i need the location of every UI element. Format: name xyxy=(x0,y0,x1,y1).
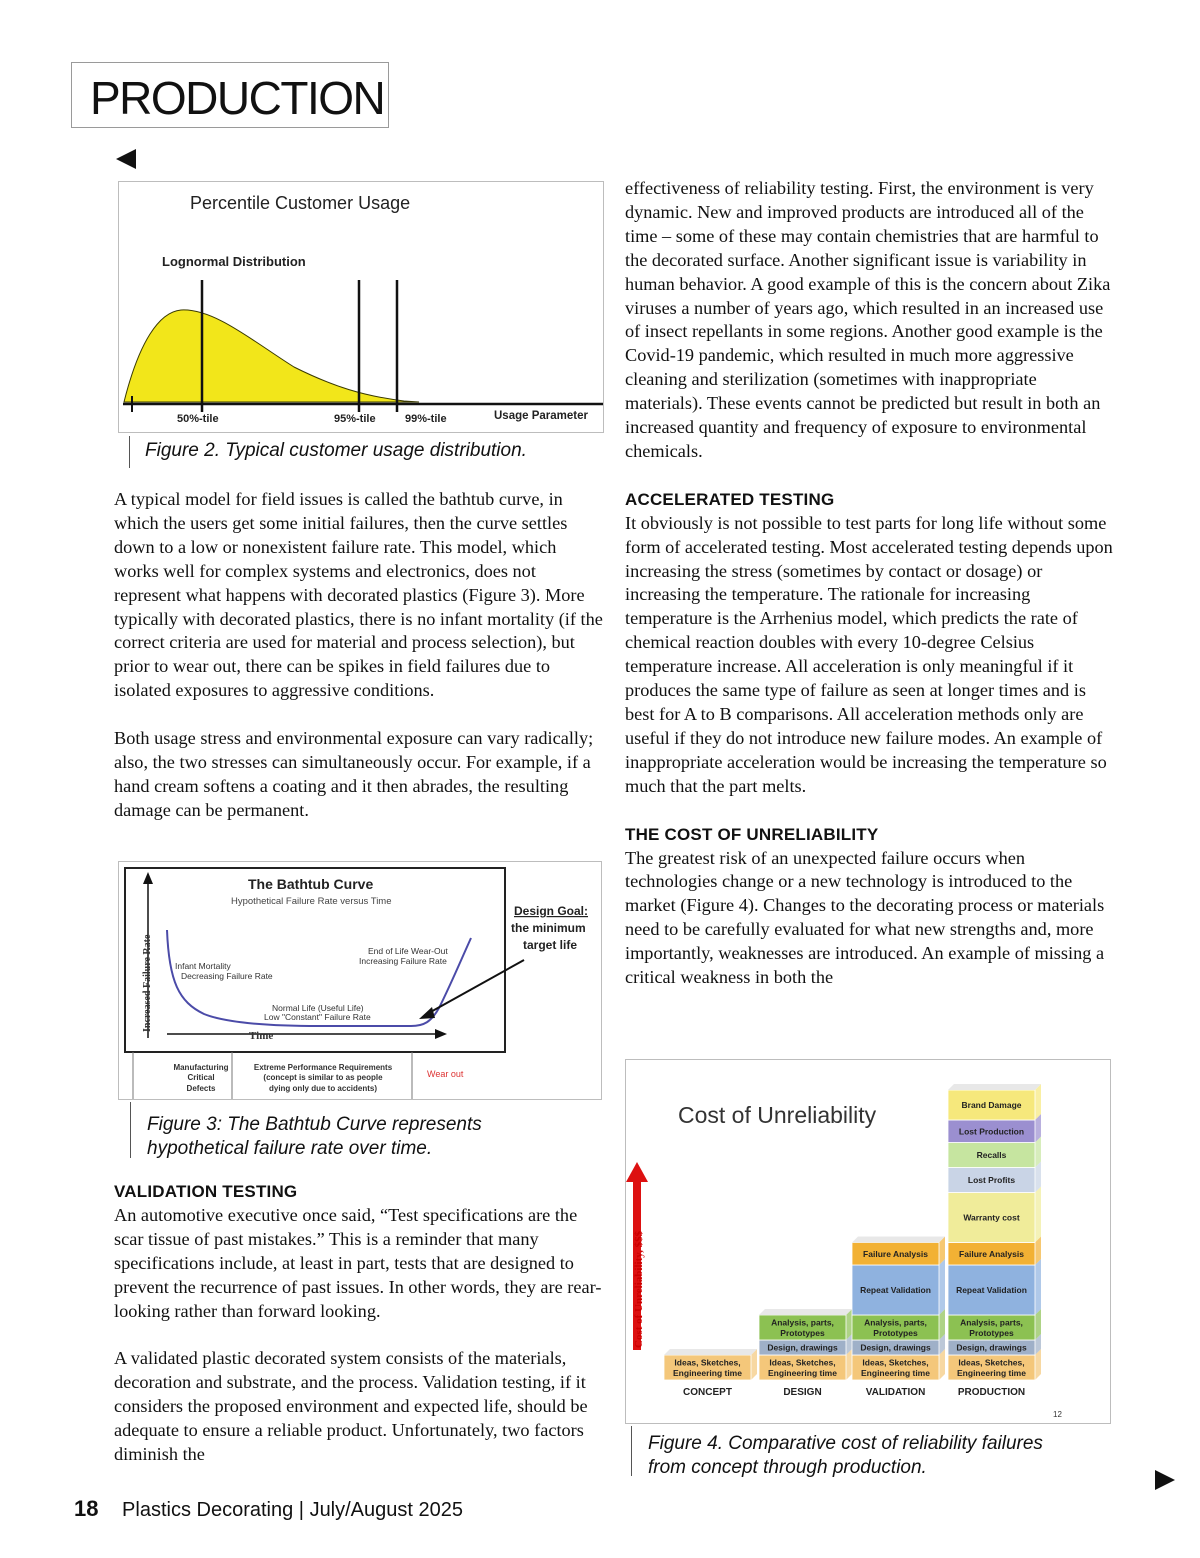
design-goal-label-1: Design Goal: xyxy=(514,904,589,918)
bar-segment-label: Prototypes xyxy=(780,1327,825,1338)
infant-label-2: Decreasing Failure Rate xyxy=(181,971,273,981)
next-page-arrow-icon[interactable] xyxy=(1153,1468,1177,1492)
figure4-page-number: 12 xyxy=(1053,1410,1062,1419)
bar-segment-side xyxy=(939,1259,945,1315)
page-number: 18 xyxy=(74,1496,99,1521)
figure2-chart xyxy=(119,182,603,432)
figure4-caption-line-1: Figure 4. Comparative cost of reliability failures xyxy=(648,1433,1043,1454)
tick-50: 50%-tile xyxy=(177,413,219,425)
category-label: CONCEPT xyxy=(683,1387,732,1398)
bar-segment-label: Ideas, Sketches, xyxy=(769,1357,836,1368)
bar-segment-side xyxy=(1035,1187,1041,1243)
design-goal-arrowhead-icon xyxy=(419,1007,435,1019)
figure4-ylabel: Cost of Unreliability, $$$ xyxy=(633,1230,645,1348)
figure3-y-arrow-icon xyxy=(143,872,153,884)
bar-segment-label: Recalls xyxy=(976,1150,1007,1160)
wearout-label-1: End of Life Wear-Out xyxy=(368,946,448,956)
issue-date: July/August 2025 xyxy=(309,1499,463,1521)
lognormal-curve xyxy=(124,310,419,402)
bar-segment-label: Failure Analysis xyxy=(959,1248,1024,1259)
figure3-chart xyxy=(119,862,601,1099)
bar-top-face xyxy=(759,1309,852,1315)
design-goal-label-3: target life xyxy=(523,938,578,952)
right-paragraph-2: It obviously is not possible to test parts for long life without some form of accelerated testing. Most accelerated testing depends upon increasing the stress (sometimes by contact or dosage) or increasing the temperature. The rationale for increasing temperature is the Arrhenius model, which predicts the rate of chemical reaction doubles with every 10-degree Celsius temperature increase. All acceleration is only meaningful if it produces the same type of failure as seen at longer times and is best for A to B comparisons. All acceleration methods only are useful if they do not introduce new failure modes. An example of inappropriate acceleration would be increasing the temperature so much that the part melts. xyxy=(625,512,1113,796)
left-paragraph-2: Both usage stress and environmental exposure can vary radically; also, the two stresses can simultaneously occur. For example, if a hand cream softens a coating and it then abrades, the resulting damage can be permanent. xyxy=(114,728,594,820)
bar-segment-label: Prototypes xyxy=(873,1327,918,1338)
bar-segment-label: Engineering time xyxy=(673,1367,742,1378)
category-label: DESIGN xyxy=(783,1387,822,1398)
segment2-line-3: dying only due to accidents) xyxy=(268,1084,378,1093)
figure2-subtitle: Lognormal Distribution xyxy=(162,254,306,269)
figure4-y-arrowhead-icon xyxy=(626,1162,648,1182)
figure3-subtitle: Hypothetical Failure Rate versus Time xyxy=(231,896,392,907)
previous-page-arrow-icon[interactable] xyxy=(114,147,138,171)
section-title: PRODUCTION xyxy=(90,72,385,124)
infant-label-1: Infant Mortality xyxy=(175,961,231,971)
footer-separator: | xyxy=(298,1499,304,1521)
bar-segment-side xyxy=(1035,1084,1041,1120)
figure3-caption xyxy=(147,1113,587,1161)
segment1-line-1: Manufacturing xyxy=(173,1063,229,1072)
category-label: VALIDATION xyxy=(865,1387,926,1398)
bar-segment-label: Analysis, parts, xyxy=(864,1317,927,1328)
bar-segment-label: Design, drawings xyxy=(860,1342,931,1353)
wearout-label-2: Increasing Failure Rate xyxy=(359,956,447,966)
figure3-ylabel: Increased Failure Rate xyxy=(142,934,153,1032)
normal-life-label-1: Normal Life (Useful Life) xyxy=(272,1003,364,1013)
segment3-label: Wear out xyxy=(427,1069,464,1079)
bar-segment-label: Lost Profits xyxy=(967,1175,1016,1185)
figure3-xlabel: Time xyxy=(249,1030,274,1042)
tick-99: 99%-tile xyxy=(405,413,447,425)
bar-top-face xyxy=(852,1237,945,1243)
normal-life-label-2: Low "Constant" Failure Rate xyxy=(264,1012,371,1022)
right-column xyxy=(625,177,1115,1014)
publication-name: Plastics Decorating xyxy=(122,1499,294,1521)
bar-segment-label: Analysis, parts, xyxy=(960,1317,1023,1328)
segment1-line-3: Defects xyxy=(186,1084,216,1093)
bar-segment-label: Engineering time xyxy=(957,1367,1026,1378)
bar-segment-label: Engineering time xyxy=(861,1367,930,1378)
figure2-xlabel: Usage Parameter xyxy=(494,410,588,422)
figure4-caption-line-2: from concept through production. xyxy=(648,1457,927,1478)
bar-segment-label: Engineering time xyxy=(768,1367,837,1378)
bar-segment-label: Ideas, Sketches, xyxy=(862,1357,929,1368)
figure4-caption xyxy=(648,1432,1088,1480)
figure3-x-arrow-icon xyxy=(435,1029,447,1039)
bar-segment-label: Lost Production xyxy=(958,1126,1025,1137)
figure3-title: The Bathtub Curve xyxy=(248,876,374,892)
bar-segment-label: Ideas, Sketches, xyxy=(958,1357,1025,1368)
category-label: PRODUCTION xyxy=(957,1387,1026,1398)
figure2-title: Percentile Customer Usage xyxy=(190,193,411,213)
heading-validation-testing: VALIDATION TESTING xyxy=(114,1182,298,1201)
bar-segment-label: Failure Analysis xyxy=(863,1248,928,1259)
figure4-title: Cost of Unreliability xyxy=(678,1102,877,1128)
figure4-caption-bar xyxy=(631,1426,632,1476)
design-goal-arrow xyxy=(427,960,524,1014)
figure3-caption-line-2: hypothetical failure rate over time. xyxy=(147,1138,433,1159)
heading-cost-of-unreliability: THE COST OF UNRELIABILITY xyxy=(625,824,879,844)
design-goal-label-2: the minimum xyxy=(511,921,586,935)
bar-segment-label: Design, drawings xyxy=(956,1342,1027,1353)
segment2-line-1: Extreme Performance Requirements xyxy=(253,1063,393,1072)
heading-accelerated-testing: ACCELERATED TESTING xyxy=(625,489,835,509)
segment2-line-2: (concept is similar to as people xyxy=(263,1073,383,1082)
bar-segment-label: Repeat Validation xyxy=(860,1285,931,1295)
bar-segment-label: Ideas, Sketches, xyxy=(674,1357,741,1368)
bar-segment-label: Design, drawings xyxy=(767,1342,838,1353)
left-paragraph-4: A validated plastic decorated system consists of the materials, decoration and substrate, and the process. Validation testing, if it considers the proposed environment and expected life, should be adequate to ensure a reliable product. Unfortunately, two factors diminish the xyxy=(114,1348,588,1465)
figure3-caption-bar xyxy=(130,1102,131,1158)
figure2-caption-bar xyxy=(129,436,130,468)
bar-segment-label: Prototypes xyxy=(969,1327,1014,1338)
bar-segment-label: Analysis, parts, xyxy=(771,1317,834,1328)
segment1-line-2: Critical xyxy=(187,1073,215,1082)
right-paragraph-1: effectiveness of reliability testing. First, the environment is very dynamic. New and improved products are introduced all of the time – some of these may contain chemistries that are harmful to the decorated surface. Another significant issue is variability in human behavior. A good example of this is the concern about Zika viruses a number of years ago, which resulted in an increased use of insect repellants in some regions. Another good example is the Covid-19 pandemic, which resulted in much more aggressive cleaning and sterilization (sometimes with inappropriate materials). These events cannot be predicted but result in both an increased quantity and frequency of exposure to environmental chemicals. xyxy=(625,178,1111,461)
bar-segment-label: Brand Damage xyxy=(961,1100,1022,1110)
bar-top-face xyxy=(664,1349,757,1355)
figure3-caption-line-1: Figure 3: The Bathtub Curve represents xyxy=(147,1114,482,1135)
left-paragraph-3: An automotive executive once said, “Test specifications are the scar tissue of past mistakes.” This is a reminder that many specifications include, at least in part, tests that are designed to prevent the recurrence of past issues. In other words, they are rear-looking rather than forward looking. xyxy=(114,1205,602,1321)
section-header xyxy=(71,62,389,128)
tick-95: 95%-tile xyxy=(334,413,376,425)
page-footer xyxy=(74,1496,463,1522)
figure4-chart xyxy=(626,1060,1110,1423)
left-column-upper xyxy=(114,488,604,847)
bar-top-face xyxy=(948,1084,1041,1090)
bar-segment-label: Warranty cost xyxy=(963,1212,1020,1223)
figure2-caption: Figure 2. Typical customer usage distribution. xyxy=(145,440,527,461)
right-paragraph-3: The greatest risk of an unexpected failure occurs when technologies change or a new technology is introduced to the market (Figure 4). Changes to the decorating process or materials need to be carefully evaluated for what new strengths and, more importantly, weaknesses are introduced. An example of missing a critical weakness in both the xyxy=(625,847,1105,988)
left-paragraph-1: A typical model for field issues is called the bathtub curve, in which the users get some initial failures, then the curve settles down to a low or nonexistent failure rate. This model, which works well for complex systems and electronics, does not represent what happens with decorated plastics (Figure 3). More typically with decorated plastics, there is no infant mortality (if the correct criteria are used for material and process selection), but prior to wear out, there can be spikes in field failures due to isolated exposures to aggressive conditions. xyxy=(114,489,603,701)
left-column-lower xyxy=(114,1180,604,1491)
bar-segment-label: Repeat Validation xyxy=(956,1285,1027,1295)
figure4-bars xyxy=(664,1084,1041,1398)
bar-segment-side xyxy=(1035,1259,1041,1315)
